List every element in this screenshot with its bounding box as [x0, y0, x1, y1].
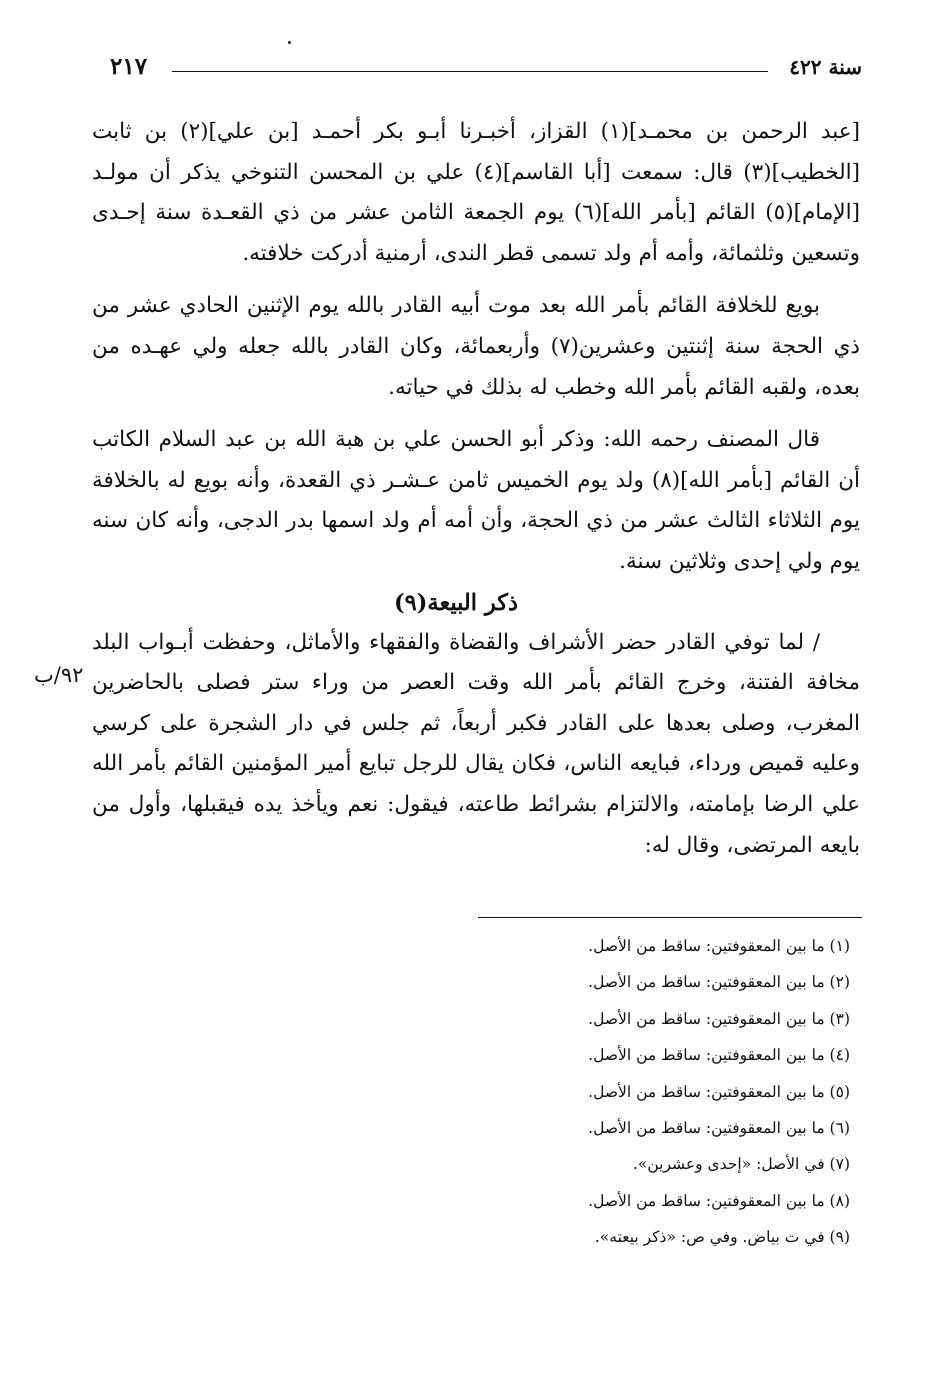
footnote-4: (٤) ما بين المعقوفتين: ساقط من الأصل. [588, 1046, 850, 1065]
year-label: سنة ٤٢٢ [789, 55, 862, 79]
footnote-6: (٦) ما بين المعقوفتين: ساقط من الأصل. [588, 1119, 850, 1138]
paragraph-3: قال المصنف رحمه الله: وذكر أبو الحسن علي بن هبة الله بن عبد السلام الكاتب أن القائم [بأمر الله](٨) ولد يوم الخميس ثامن عـشـر ذي القعدة، وأنه بويع له بالخلافة يوم الثلاثاء الثالث عشر من ذي الحجة، وأن أمه أم ولد اسمها بدر الدجى، وأنه كان سنه يوم ولي إحدى وثلاثين سنة. [92, 427, 860, 574]
footnote-3: (٣) ما بين المعقوفتين: ساقط من الأصل. [588, 1009, 850, 1028]
running-header [110, 52, 862, 82]
footnote-rule [478, 917, 862, 918]
paragraph-2: بويع للخلافة القائم بأمر الله بعد موت أبيه القادر بالله يوم الإثنين الحادي عشر من ذي الحجة سنة إثنتين وعشرين(٧) وأربعمائة، وكان القادر بالله جعله ولي عهـده من بعده، ولقبه القائم بأمر الله وخطب له بذلك في حياته. [92, 293, 860, 400]
section-title: ذكر البيعة(٩) [394, 589, 518, 616]
section-paragraph: / لما توفي القادر حضر الأشراف والقضاة والفقهاء والأماثل، وحفظت أبـواب البلد مخافة الفتنة، وخرج القائم بأمر الله وقت العصر من وراء ستر فصلى بالحاضرين المغرب، وصلى بعدها على القادر فكبر أربعاً، ثم جلس في دار الشجرة على كرسي وعليه قميص ورداء، فبايعه الناس، فكان يقال للرجل تبايع أمير المؤمنين القائم بأمر الله علي الرضا بإمامته، والالتزام بشرائط طاعته، فيقول: نعم ويأخذ يده فيقبلها، وأول من بايعه المرتضى، وقال له: [92, 629, 860, 858]
footnote-2: (٢) ما بين المعقوفتين: ساقط من الأصل. [588, 973, 850, 992]
footnote-5: (٥) ما بين المعقوفتين: ساقط من الأصل. [588, 1082, 850, 1101]
paragraph-1: [عبد الرحمن بن محمـد](١) القزاز، أخبـرنا أبـو بكر أحمـد [بن علي](٢) بن ثابت [الخطيب](٣) قال: سمعت [أبا القاسم](٤) علي بن المحسن التنوخي يذكر أن مولـد [الإمام](٥) القائم [بأمر الله](٦) يوم الجمعة الثامن عشر من ذي القعـدة سنة إحـدى وتسعين وثلثمائة، وأمه أم ولد تسمى قطر الندى، أرمنية أدركت خلافته. [92, 119, 861, 266]
footnote-9: (٩) في ت بياض. وفي ص: «ذكر بيعته». [594, 1228, 850, 1247]
page-number: ٢١٧ [110, 53, 148, 80]
scan-speck [288, 41, 291, 44]
manuscript-folio-note: ٩٢/ب [34, 663, 84, 687]
footnotes [290, 928, 850, 1256]
footnote-1: (١) ما بين المعقوفتين: ساقط من الأصل. [588, 937, 850, 955]
main-text [92, 112, 860, 866]
footnote-7: (٧) في الأصل: «إحدى وعشرين». [632, 1155, 850, 1174]
header-rule [172, 71, 768, 72]
footnote-8: (٨) ما بين المعقوفتين: ساقط من الأصل. [588, 1191, 850, 1210]
